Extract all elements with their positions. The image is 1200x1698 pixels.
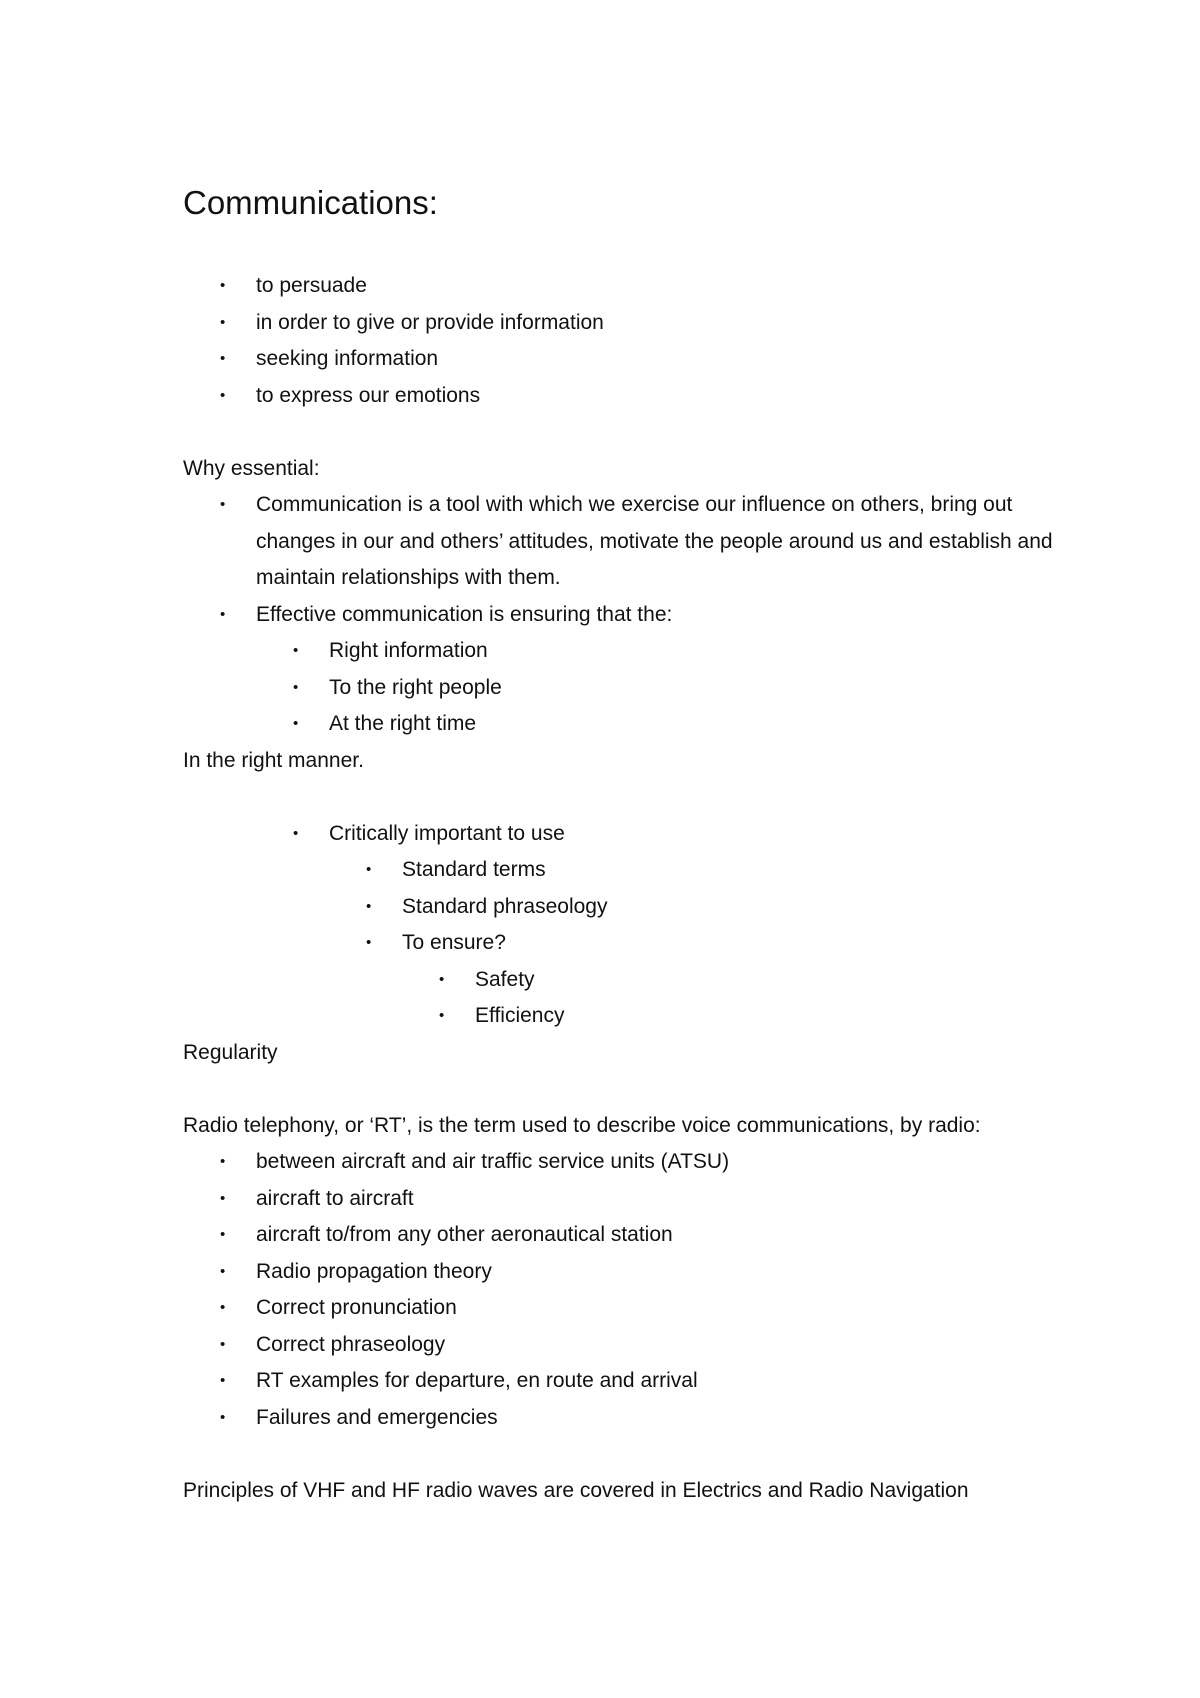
bullet-icon: • [439, 970, 445, 988]
list-item: • Critically important to use [183, 816, 1063, 853]
list-item: • to persuade [183, 268, 1063, 305]
bullet-icon: • [220, 277, 226, 294]
list-item: • Correct phraseology [183, 1327, 1063, 1364]
bullet-icon: • [220, 313, 226, 331]
page-title: Communications: [183, 184, 438, 221]
list-item: • aircraft to aircraft [183, 1181, 1063, 1218]
regularity-text: Regularity [183, 1040, 278, 1064]
list-item: • Right information [183, 633, 1063, 670]
list-item: • RT examples for departure, en route and arrival [183, 1363, 1063, 1400]
list-item: • between aircraft and air traffic service units (ATSU) [183, 1144, 1063, 1181]
bullet-icon: • [220, 350, 226, 367]
bullet-icon: • [366, 897, 372, 915]
list-item: • Standard phraseology [183, 889, 1063, 926]
bullet-icon: • [220, 496, 226, 513]
bullet-icon: • [220, 1189, 226, 1207]
list-item: • seeking information [183, 341, 1063, 378]
list-item: • Effective communication is ensuring that the: [183, 597, 1063, 634]
list-item: • Correct pronunciation [183, 1290, 1063, 1327]
purposes-list [183, 268, 1063, 414]
document-body [183, 180, 1063, 1509]
why-heading: Why essential: [183, 456, 320, 480]
bullet-icon: • [220, 1335, 226, 1353]
right-manner-text: In the right manner. [183, 748, 364, 772]
bullet-icon: • [293, 715, 299, 732]
bullet-icon: • [220, 1153, 226, 1170]
list-item: • To the right people [183, 670, 1063, 707]
bullet-icon: • [220, 605, 226, 623]
list-item: • Failures and emergencies [183, 1400, 1063, 1437]
list-item: • to express our emotions [183, 378, 1063, 415]
bullet-icon: • [220, 1408, 226, 1426]
list-item: • To ensure? [183, 925, 1063, 962]
list-item: • Efficiency [183, 998, 1063, 1035]
why-list [183, 487, 1063, 743]
list-item: • Standard terms [183, 852, 1063, 889]
list-item: • in order to give or provide information [183, 305, 1063, 342]
bullet-icon: • [366, 861, 372, 878]
bullet-icon: • [293, 678, 299, 696]
bullet-icon: • [439, 1007, 445, 1024]
bullet-icon: • [220, 386, 226, 404]
rt-intro-paragraph: Radio telephony, or ‘RT’, is the term used to describe voice communications, by radio: [183, 1113, 981, 1137]
list-item: • At the right time [183, 706, 1063, 743]
list-item: • aircraft to/from any other aeronautical station [183, 1217, 1063, 1254]
bullet-icon: • [366, 934, 372, 951]
rt-list [183, 1144, 1063, 1436]
bullet-icon: • [293, 824, 299, 842]
bullet-icon: • [220, 1372, 226, 1389]
bullet-icon: • [220, 1226, 226, 1243]
critical-list [183, 816, 1063, 1035]
list-item: • Communication is a tool with which we exercise our influence on others, bring out changes in our and others’ attitudes, motivate the people around us and establish and maintain relationships with them. [183, 487, 1063, 597]
bullet-icon: • [220, 1262, 226, 1280]
bullet-icon: • [293, 642, 299, 659]
bullet-icon: • [220, 1299, 226, 1316]
list-item: • Radio propagation theory [183, 1254, 1063, 1291]
principles-text: Principles of VHF and HF radio waves are covered in Electrics and Radio Navigation [183, 1478, 969, 1502]
list-item: • Safety [183, 962, 1063, 999]
